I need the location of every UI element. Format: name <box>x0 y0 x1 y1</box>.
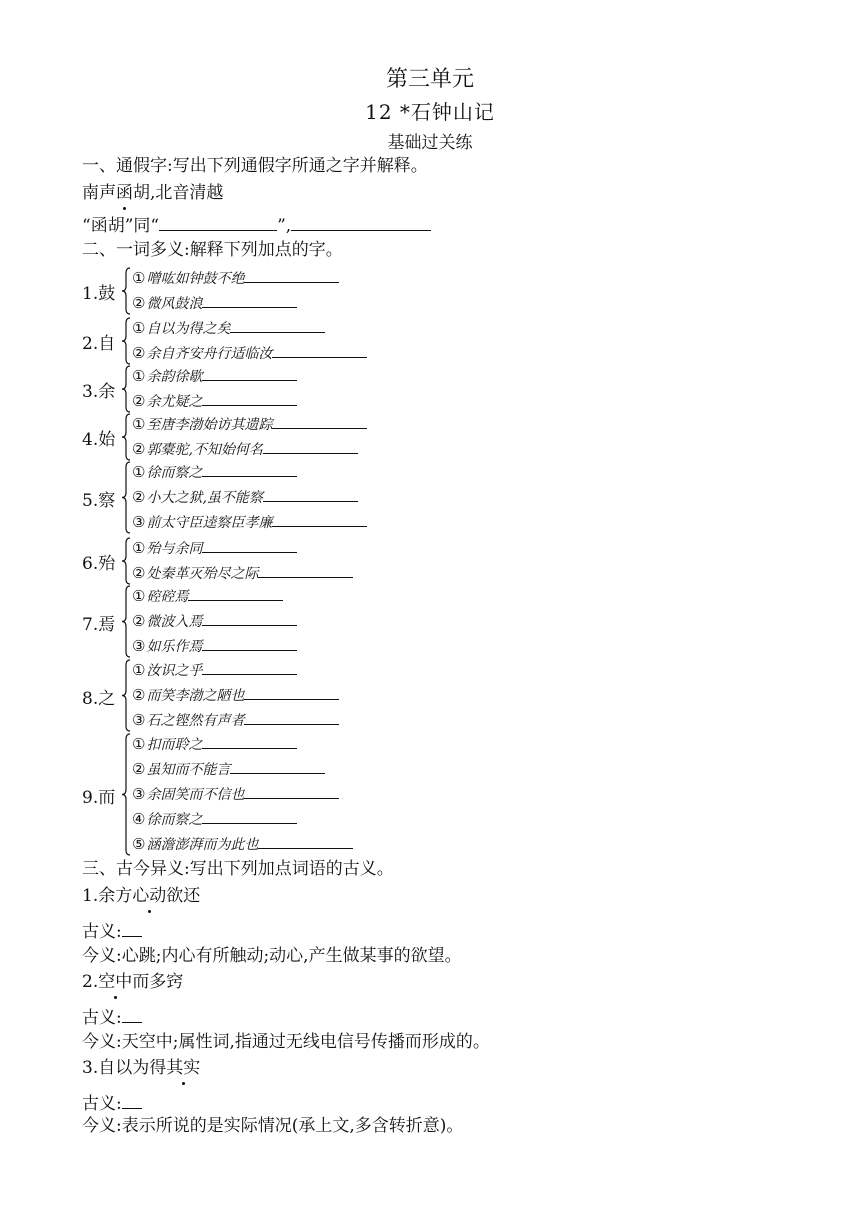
unit-title: 第三单元 <box>385 67 474 92</box>
polysemy-item <box>132 759 325 780</box>
answer-blank[interactable] <box>202 293 297 308</box>
ancient-blank[interactable] <box>122 1004 142 1023</box>
item-sentence: 郭橐驼,不知始何名 <box>146 442 263 458</box>
answer-blank[interactable] <box>291 212 431 231</box>
part3-heading: 三、古今异义:写出下列加点词语的古义。 <box>82 859 394 879</box>
part1-heading: 一、通假字:写出下列通假字所通之字并解释。 <box>82 156 428 176</box>
polysemy-item <box>132 343 367 364</box>
ancient-meaning-line <box>82 1090 142 1116</box>
item-number: ④ <box>132 810 146 828</box>
ancient-label: 古义: <box>82 1008 122 1028</box>
dotted-word: 空中 <box>98 972 133 992</box>
item-sentence: 处秦革灭殆尽之际 <box>146 566 259 582</box>
item-sentence: 涵澹澎湃而为此也 <box>146 837 259 853</box>
ancient-blank[interactable] <box>122 918 142 937</box>
item-number: ② <box>132 488 146 506</box>
item-number: ① <box>132 367 146 385</box>
item-number: ① <box>132 587 146 605</box>
brace-icon <box>120 316 132 366</box>
entry-number: 2. <box>82 972 99 992</box>
item-number: ② <box>132 760 146 778</box>
ancient-label: 古义: <box>82 922 122 942</box>
answer-blank[interactable] <box>258 834 353 849</box>
item-sentence: 至唐李渤始访其遗踪 <box>146 417 273 433</box>
polysemy-item <box>132 512 367 533</box>
part3-entry <box>82 884 200 908</box>
polysemy-item <box>132 268 339 289</box>
polysemy-item <box>132 784 339 805</box>
answer-blank[interactable] <box>202 636 297 651</box>
item-sentence: 余尤疑之 <box>146 394 203 410</box>
answer-blank[interactable] <box>230 318 325 333</box>
answer-blank[interactable] <box>202 611 297 626</box>
item-number: ① <box>132 463 146 481</box>
answer-blank[interactable] <box>202 734 297 749</box>
polysemy-item <box>132 414 367 435</box>
answer-middle: ”, <box>277 216 292 236</box>
brace-icon <box>120 364 132 414</box>
modern-meaning: 今义:天空中;属性词,指通过无线电信号传播而形成的。 <box>82 1032 490 1052</box>
polysemy-item <box>132 391 297 412</box>
sentence-text: 胡,北音清越 <box>133 183 224 203</box>
polysemy-item <box>132 563 353 584</box>
answer-blank[interactable] <box>244 685 339 700</box>
answer-blank[interactable] <box>202 660 297 675</box>
modern-meaning: 今义:心跳;内心有所触动;动心,产生做某事的欲望。 <box>82 946 462 966</box>
entry-text: 欲还 <box>166 886 201 906</box>
part2-heading: 二、一词多义:解释下列加点的字。 <box>82 240 343 260</box>
polysemy-item <box>132 809 297 830</box>
item-number: ① <box>132 735 146 753</box>
polysemy-label: 1.鼓 <box>82 284 116 304</box>
polysemy-item <box>132 660 297 681</box>
answer-blank[interactable] <box>258 563 353 578</box>
dotted-char: 函 <box>116 183 133 203</box>
polysemy-label: 3.余 <box>82 382 116 402</box>
polysemy-item <box>132 462 297 483</box>
ancient-meaning-line <box>82 918 142 944</box>
polysemy-item <box>132 611 297 632</box>
brace-icon <box>120 536 132 586</box>
item-number: ② <box>132 392 146 410</box>
item-number: ② <box>132 294 146 312</box>
item-number: ① <box>132 415 146 433</box>
polysemy-item <box>132 734 297 755</box>
item-number: ① <box>132 539 146 557</box>
polysemy-item <box>132 586 283 607</box>
answer-blank[interactable] <box>202 809 297 824</box>
item-sentence: 余自齐安舟行适临汝 <box>146 346 273 362</box>
answer-blank[interactable] <box>202 538 297 553</box>
part1-sentence <box>82 181 223 205</box>
polysemy-item <box>132 366 297 387</box>
polysemy-label: 9.而 <box>82 787 116 808</box>
answer-blank[interactable] <box>263 439 358 454</box>
answer-blank[interactable] <box>202 462 297 477</box>
item-number: ① <box>132 661 146 679</box>
item-sentence: 汝识之乎 <box>146 663 203 679</box>
item-sentence: 自以为得之矣 <box>146 321 231 337</box>
polysemy-label: 8.之 <box>82 688 116 709</box>
polysemy-label: 2.自 <box>82 334 116 354</box>
dotted-word: 心动 <box>132 886 167 906</box>
ancient-meaning-line <box>82 1004 142 1030</box>
item-sentence: 余韵徐歇 <box>146 369 203 385</box>
item-sentence: 殆与余同 <box>146 541 203 557</box>
item-sentence: 扣而聆之 <box>146 737 203 753</box>
item-number: ③ <box>132 785 146 803</box>
brace-icon <box>120 460 132 535</box>
answer-blank[interactable] <box>202 391 297 406</box>
polysemy-item <box>132 636 297 657</box>
item-sentence: 前太守臣逵察臣孝廉 <box>146 515 273 531</box>
part3-entry <box>82 1056 200 1080</box>
item-sentence: 徐而察之 <box>146 465 203 481</box>
ancient-label: 古义: <box>82 1094 122 1114</box>
polysemy-item <box>132 487 358 508</box>
polysemy-item <box>132 538 297 559</box>
part1-answer-line <box>82 212 431 238</box>
answer-blank[interactable] <box>188 586 283 601</box>
entry-text: 而多窍 <box>132 972 184 992</box>
entry-text: 余方 <box>98 886 133 906</box>
polysemy-label: 4.始 <box>82 430 116 450</box>
item-number: ② <box>132 686 146 704</box>
item-sentence: 余固笑而不信也 <box>146 787 245 803</box>
answer-blank[interactable] <box>244 268 339 283</box>
entry-number: 3. <box>82 1058 99 1078</box>
answer-blank[interactable] <box>263 487 358 502</box>
sentence-text: 南声 <box>82 183 116 203</box>
polysemy-label: 7.焉 <box>82 614 116 635</box>
item-number: ① <box>132 269 146 287</box>
item-number: ③ <box>132 637 146 655</box>
polysemy-item <box>132 834 353 855</box>
entry-number: 1. <box>82 886 99 906</box>
answer-blank[interactable] <box>230 759 325 774</box>
item-number: ② <box>132 344 146 362</box>
part3-entry <box>82 970 183 994</box>
brace-icon <box>120 658 132 733</box>
item-number: ② <box>132 440 146 458</box>
item-sentence: 如乐作焉 <box>146 639 203 655</box>
item-number: ② <box>132 564 146 582</box>
item-sentence: 硿硿焉 <box>146 589 189 605</box>
lesson-title: 12 *石钟山记 <box>365 100 495 124</box>
polysemy-item <box>132 685 339 706</box>
item-sentence: 而笑李渤之陋也 <box>146 688 245 704</box>
item-sentence: 微风鼓浪 <box>146 296 203 312</box>
brace-icon <box>120 732 132 857</box>
item-number: ② <box>132 612 146 630</box>
polysemy-item <box>132 710 339 731</box>
polysemy-label: 6.殆 <box>82 554 116 574</box>
answer-blank[interactable] <box>244 784 339 799</box>
answer-prefix: “函胡”同“ <box>82 216 160 236</box>
modern-meaning: 今义:表示所说的是实际情况(承上文,多含转折意)。 <box>82 1116 464 1136</box>
item-number: ⑤ <box>132 835 146 853</box>
item-sentence: 噌吰如钟鼓不绝 <box>146 271 245 287</box>
item-sentence: 石之铿然有声者 <box>146 713 245 729</box>
item-number: ① <box>132 319 146 337</box>
dotted-word: 其实 <box>166 1058 201 1078</box>
item-sentence: 虽知而不能言 <box>146 762 231 778</box>
item-number: ③ <box>132 711 146 729</box>
item-number: ③ <box>132 513 146 531</box>
answer-blank[interactable] <box>272 512 367 527</box>
item-sentence: 小大之狱,虽不能察 <box>146 490 263 506</box>
brace-icon <box>120 584 132 659</box>
brace-icon <box>120 412 132 462</box>
polysemy-item <box>132 293 297 314</box>
answer-blank[interactable] <box>202 366 297 381</box>
answer-blank[interactable] <box>272 343 367 358</box>
ancient-blank[interactable] <box>122 1090 142 1109</box>
answer-blank[interactable] <box>272 414 367 429</box>
entry-text: 自以为得 <box>98 1058 167 1078</box>
answer-blank[interactable] <box>244 710 339 725</box>
section-title: 基础过关练 <box>387 133 473 153</box>
polysemy-label: 5.察 <box>82 490 116 511</box>
item-sentence: 微波入焉 <box>146 614 203 630</box>
polysemy-item <box>132 318 325 339</box>
polysemy-item <box>132 439 358 460</box>
answer-blank[interactable] <box>159 212 277 231</box>
brace-icon <box>120 266 132 316</box>
item-sentence: 徐而察之 <box>146 812 203 828</box>
